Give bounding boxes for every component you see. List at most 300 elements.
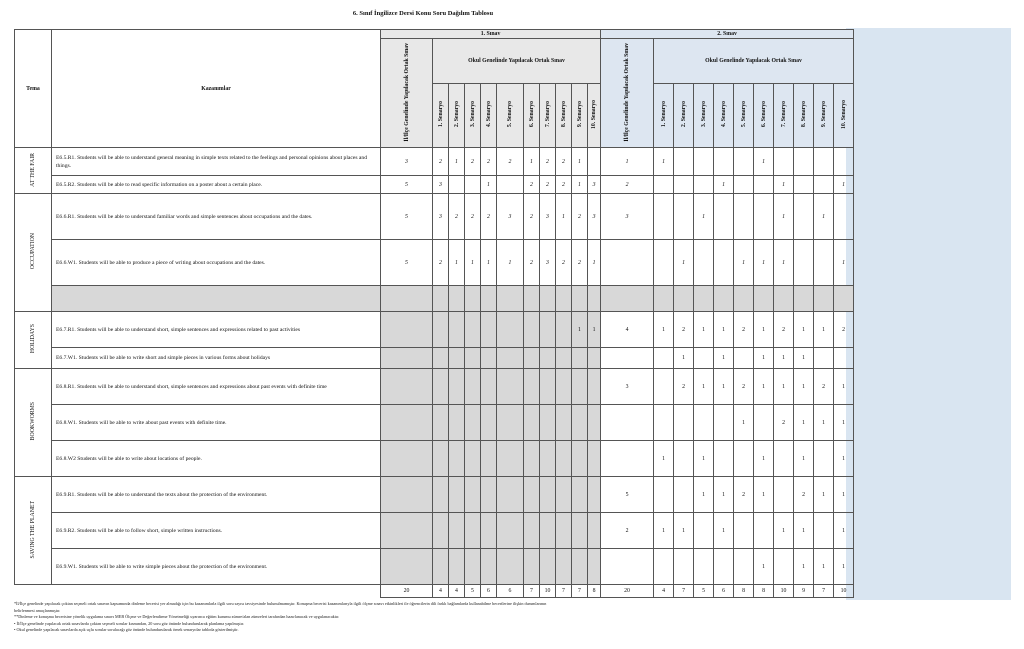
- exam1-ilce-header: İl/İlçe Genelinde Yapılacak Ortak Sınav: [381, 39, 433, 148]
- exam1-scenario-count: [540, 369, 556, 405]
- ilce1-count: [381, 405, 433, 441]
- exam2-scenario-count: 1: [754, 441, 774, 477]
- table-row: [15, 194, 854, 240]
- table-row: [15, 176, 854, 194]
- ilce2-count: [601, 405, 654, 441]
- exam2-scenario-count: [734, 513, 754, 549]
- total-exam2-scenario: 8: [754, 585, 774, 598]
- exam1-scenario-count: [465, 513, 481, 549]
- exam2-scenario-count: 1: [754, 148, 774, 176]
- total-exam1-scenario: 4: [433, 585, 449, 598]
- exam1-scenario-count: 3: [540, 240, 556, 286]
- exam2-scenario-count: [674, 176, 694, 194]
- exam1-okul-header: Okul Genelinde Yapılacak Ortak Sınav: [433, 39, 601, 84]
- exam2-scenario-count: 1: [794, 405, 814, 441]
- exam2-scenario-count: 1: [714, 513, 734, 549]
- exam1-scenario-count: 3: [540, 194, 556, 240]
- exam2-scenario-count: [674, 477, 694, 513]
- total-ilce2: 20: [601, 585, 654, 598]
- exam1-scenario-count: [449, 405, 465, 441]
- exam1-scenario-count: 2: [572, 194, 588, 240]
- exam2-scenario-count: [834, 286, 854, 312]
- exam2-scenario-count: 1: [754, 369, 774, 405]
- footnote-line: • Okul genelinde yapılacak sınavlarda açık uçlu sorular sorulacağı göz önünde bulundurularak örnek senaryolar tabloda gösterilmiştir.: [14, 627, 239, 632]
- exam2-scenario-count: [654, 194, 674, 240]
- exam1-scenario-count: [540, 513, 556, 549]
- kazanim-cell: E6.9.R1. Students will be able to understand the texts about the protection of the environment.: [52, 477, 381, 513]
- exam1-scenario-count: [465, 369, 481, 405]
- total-exam2-scenario: 7: [814, 585, 834, 598]
- kazanim-cell: E6.6.W1. Students will be able to produce a piece of writing about occupations and the dates.: [52, 240, 381, 286]
- exam1-scenario-count: [433, 513, 449, 549]
- exam1-scenario-header: 7. Senaryo: [540, 84, 556, 148]
- ilce2-count: 2: [601, 513, 654, 549]
- exam1-scenario-count: [449, 513, 465, 549]
- exam1-scenario-count: 2: [524, 194, 540, 240]
- exam1-scenario-count: [481, 477, 497, 513]
- exam2-scenario-count: 1: [774, 513, 794, 549]
- exam1-scenario-count: 2: [465, 148, 481, 176]
- ilce1-count: [381, 477, 433, 513]
- exam2-scenario-count: 2: [674, 369, 694, 405]
- exam2-scenario-count: 1: [794, 513, 814, 549]
- exam1-scenario-count: [433, 405, 449, 441]
- exam1-scenario-count: [433, 286, 449, 312]
- ilce1-count: [381, 348, 433, 369]
- exam2-scenario-count: 1: [754, 549, 774, 585]
- total-exam1-scenario: 5: [465, 585, 481, 598]
- exam2-scenario-count: [694, 405, 714, 441]
- kazanim-cell: E6.9.W1. Students will be able to write simple pieces about the protection of the environment.: [52, 549, 381, 585]
- exam2-scenario-count: [654, 240, 674, 286]
- exam2-scenario-count: 1: [814, 405, 834, 441]
- exam1-scenario-count: [481, 348, 497, 369]
- exam1-scenario-count: [540, 286, 556, 312]
- exam2-scenario-count: [834, 194, 854, 240]
- exam1-scenario-count: 1: [524, 148, 540, 176]
- exam1-scenario-count: [497, 441, 524, 477]
- exam1-scenario-header: 3. Senaryo: [465, 84, 481, 148]
- ilce2-count: 2: [601, 176, 654, 194]
- footnote-line: • İl/İlçe genelinde yapılacak ortak sınavlarda çoktan seçmeli sorular kısmından, 20 soru göz önünde bulundurularak planlama yapılmıştır.: [14, 620, 245, 626]
- exam1-scenario-count: [449, 369, 465, 405]
- exam2-scenario-count: 1: [834, 176, 854, 194]
- kazanim-cell: E6.8.W1. Students will be able to write about past events with definite time.: [52, 405, 381, 441]
- kazanim-cell: [52, 286, 381, 312]
- exam1-scenario-count: [433, 348, 449, 369]
- exam1-scenario-count: [481, 286, 497, 312]
- exam2-okul-header: Okul Genelinde Yapılacak Ortak Sınav: [654, 39, 854, 84]
- ilce1-count: 3: [381, 148, 433, 176]
- exam1-scenario-count: [497, 477, 524, 513]
- exam1-scenario-count: [540, 348, 556, 369]
- exam1-scenario-count: [540, 312, 556, 348]
- exam2-scenario-count: [654, 549, 674, 585]
- exam1-scenario-count: [524, 348, 540, 369]
- exam2-scenario-count: [814, 148, 834, 176]
- exam2-scenario-header: 5. Senaryo: [734, 84, 754, 148]
- exam1-scenario-count: [524, 549, 540, 585]
- exam1-scenario-count: 2: [524, 240, 540, 286]
- exam1-scenario-count: 3: [588, 176, 601, 194]
- exam1-scenario-count: [449, 441, 465, 477]
- exam2-scenario-count: [654, 369, 674, 405]
- side-panel: [846, 28, 1011, 600]
- exam2-scenario-count: 2: [734, 312, 754, 348]
- total-exam2-scenario: 9: [794, 585, 814, 598]
- exam1-scenario-count: [572, 549, 588, 585]
- exam2-scenario-count: [814, 240, 834, 286]
- ilce2-count: 1: [601, 148, 654, 176]
- exam1-scenario-count: [540, 441, 556, 477]
- exam1-scenario-count: [572, 513, 588, 549]
- exam1-scenario-count: [497, 348, 524, 369]
- exam2-scenario-count: [814, 176, 834, 194]
- exam1-scenario-count: 2: [524, 176, 540, 194]
- exam2-scenario-count: [794, 148, 814, 176]
- total-exam2-scenario: 8: [734, 585, 754, 598]
- exam1-scenario-count: [572, 348, 588, 369]
- exam1-scenario-count: [449, 348, 465, 369]
- footnote-line: **Dinleme ve konuşma becerisine yönelik uygulama sınavı MEB Ölçme ve Değerlendirme Yönetmeliği uyarınca eğitim kurumu zümre/alan zümreleri tarafından hazırlanacak ve uygulanacaktır.: [14, 614, 340, 619]
- footnote-line: *İl/İlçe genelinde yapılacak çoktan seçmeli ortak sınavın kapsamında dinleme becerisi yer almadığı için bu kazanımlarla ilgili soru sayısı tavsiyesinde bulunulmamıştır. Konuşma becerisi kazanımlarıyla ilgili ölçme sınavı etkinlikleri ile öğrencilerin dili farklı bağlamlarda kullanabilme becerilerine ilişkin durumlarının: [14, 601, 547, 606]
- theme-cell: OCCUPATION: [15, 194, 52, 312]
- exam2-scenario-count: 1: [774, 348, 794, 369]
- exam1-scenario-header: 9. Senaryo: [572, 84, 588, 148]
- exam2-scenario-count: 1: [674, 513, 694, 549]
- exam2-scenario-count: 2: [734, 369, 754, 405]
- exam2-scenario-count: [654, 348, 674, 369]
- exam1-scenario-count: 2: [540, 148, 556, 176]
- exam2-scenario-count: [674, 286, 694, 312]
- exam1-scenario-count: [572, 369, 588, 405]
- exam2-scenario-header: 4. Senaryo: [714, 84, 734, 148]
- exam1-scenario-count: 1: [449, 240, 465, 286]
- exam1-scenario-count: [572, 405, 588, 441]
- exam2-scenario-header: 10. Senaryo: [834, 84, 854, 148]
- exam1-scenario-count: [540, 549, 556, 585]
- exam1-scenario-count: [497, 369, 524, 405]
- exam1-scenario-count: [572, 477, 588, 513]
- exam1-scenario-count: 2: [449, 194, 465, 240]
- exam1-scenario-count: [556, 549, 572, 585]
- exam2-scenario-count: [814, 348, 834, 369]
- exam1-scenario-count: [556, 348, 572, 369]
- footnote-line: belirlenmesi amaçlanmıştır.: [14, 607, 61, 613]
- exam2-scenario-count: [714, 194, 734, 240]
- exam1-scenario-count: [588, 549, 601, 585]
- exam2-scenario-header: 1. Senaryo: [654, 84, 674, 148]
- exam2-scenario-count: [674, 194, 694, 240]
- exam1-scenario-count: [497, 312, 524, 348]
- table-row: [15, 312, 854, 348]
- exam1-scenario-count: 3: [433, 194, 449, 240]
- exam2-scenario-count: 1: [654, 312, 674, 348]
- exam1-scenario-count: [588, 286, 601, 312]
- exam2-scenario-count: 1: [714, 348, 734, 369]
- exam1-scenario-count: [449, 477, 465, 513]
- exam2-scenario-count: 1: [734, 405, 754, 441]
- ilce1-count: [381, 369, 433, 405]
- exam2-scenario-count: [734, 348, 754, 369]
- exam1-scenario-count: 1: [481, 176, 497, 194]
- exam1-header: 1. Sınav: [381, 30, 601, 39]
- exam2-header: 2. Sınav: [601, 30, 854, 39]
- exam2-scenario-count: 2: [734, 477, 754, 513]
- exam1-scenario-count: [497, 405, 524, 441]
- ilce1-count: [381, 513, 433, 549]
- exam1-scenario-count: [540, 477, 556, 513]
- ilce1-count: 5: [381, 176, 433, 194]
- exam1-scenario-count: [481, 441, 497, 477]
- exam2-scenario-count: 1: [774, 240, 794, 286]
- exam2-scenario-count: 1: [714, 477, 734, 513]
- exam2-scenario-count: [674, 441, 694, 477]
- exam2-scenario-count: [674, 549, 694, 585]
- table-row: [15, 405, 854, 441]
- exam2-scenario-count: [714, 405, 734, 441]
- exam2-scenario-count: 1: [834, 513, 854, 549]
- kazanim-cell: E6.6.R1. Students will be able to understand familiar words and simple sentences about occupations and the dates.: [52, 194, 381, 240]
- exam1-scenario-count: [433, 441, 449, 477]
- exam1-scenario-count: [449, 176, 465, 194]
- exam2-scenario-count: 1: [774, 176, 794, 194]
- total-exam1-scenario: 7: [572, 585, 588, 598]
- exam2-scenario-count: 1: [754, 477, 774, 513]
- total-exam1-scenario: 8: [588, 585, 601, 598]
- kazanim-cell: E6.9.R2. Students will be able to follow short, simple written instructions.: [52, 513, 381, 549]
- exam1-scenario-count: 1: [481, 240, 497, 286]
- exam1-scenario-count: 1: [449, 148, 465, 176]
- exam2-scenario-count: 1: [654, 513, 674, 549]
- ilce2-count: [601, 348, 654, 369]
- exam2-scenario-count: [754, 405, 774, 441]
- kazanim-cell: E6.8.R1. Students will be able to understand short, simple sentences and expressions about past events with definite time: [52, 369, 381, 405]
- table-row: [15, 477, 854, 513]
- exam1-scenario-count: 2: [433, 148, 449, 176]
- tema-header: Tema: [15, 30, 52, 148]
- total-exam1-scenario: 7: [524, 585, 540, 598]
- exam2-scenario-count: [774, 477, 794, 513]
- total-exam2-scenario: 7: [674, 585, 694, 598]
- total-exam2-scenario: 5: [694, 585, 714, 598]
- exam2-scenario-count: 1: [794, 549, 814, 585]
- exam2-scenario-count: 2: [774, 405, 794, 441]
- exam2-scenario-header: 7. Senaryo: [774, 84, 794, 148]
- ilce2-count: [601, 286, 654, 312]
- exam1-scenario-count: [433, 369, 449, 405]
- exam2-scenario-count: [834, 348, 854, 369]
- exam2-scenario-count: [794, 176, 814, 194]
- exam2-scenario-count: 1: [794, 312, 814, 348]
- exam1-scenario-count: 2: [433, 240, 449, 286]
- exam1-scenario-count: 2: [556, 240, 572, 286]
- exam1-scenario-count: [588, 405, 601, 441]
- exam1-scenario-count: [433, 549, 449, 585]
- exam1-scenario-count: [556, 312, 572, 348]
- exam1-scenario-count: [588, 513, 601, 549]
- exam2-scenario-count: [694, 348, 714, 369]
- exam1-scenario-count: 1: [465, 240, 481, 286]
- exam2-scenario-count: [654, 286, 674, 312]
- exam1-scenario-count: [433, 312, 449, 348]
- exam2-scenario-count: 1: [734, 240, 754, 286]
- exam2-scenario-count: [814, 513, 834, 549]
- exam1-scenario-count: [524, 477, 540, 513]
- total-exam2-scenario: 10: [774, 585, 794, 598]
- theme-cell: SAVING THE PLANET: [15, 477, 52, 585]
- ilce2-count: [601, 549, 654, 585]
- exam1-scenario-count: 2: [556, 148, 572, 176]
- exam2-scenario-count: [694, 148, 714, 176]
- exam1-scenario-count: [556, 369, 572, 405]
- ilce1-count: [381, 441, 433, 477]
- ilce1-count: 5: [381, 194, 433, 240]
- exam1-scenario-count: [524, 312, 540, 348]
- exam1-scenario-header: 1. Senaryo: [433, 84, 449, 148]
- exam2-scenario-count: [774, 148, 794, 176]
- exam2-scenario-count: [754, 286, 774, 312]
- exam1-scenario-count: 1: [497, 240, 524, 286]
- exam2-scenario-count: [694, 513, 714, 549]
- totals-spacer: [15, 585, 381, 598]
- table-row: [15, 513, 854, 549]
- total-exam1-scenario: 7: [556, 585, 572, 598]
- exam2-scenario-count: [654, 405, 674, 441]
- exam2-scenario-count: [834, 148, 854, 176]
- table-row: [15, 286, 854, 312]
- exam1-scenario-count: [497, 176, 524, 194]
- exam2-scenario-count: 1: [694, 194, 714, 240]
- exam2-scenario-count: [774, 549, 794, 585]
- exam1-scenario-count: [481, 312, 497, 348]
- exam1-scenario-count: 2: [481, 148, 497, 176]
- theme-cell: AT THE FAIR: [15, 148, 52, 194]
- exam1-scenario-count: [572, 441, 588, 477]
- exam2-scenario-count: [794, 240, 814, 286]
- exam1-scenario-count: [524, 513, 540, 549]
- exam2-scenario-count: 2: [794, 477, 814, 513]
- exam2-scenario-count: 1: [754, 312, 774, 348]
- table-row: [15, 240, 854, 286]
- exam1-scenario-count: [524, 405, 540, 441]
- exam1-scenario-count: [524, 441, 540, 477]
- ilce2-count: 3: [601, 194, 654, 240]
- theme-cell: HOLIDAYS: [15, 312, 52, 369]
- exam2-scenario-count: [754, 513, 774, 549]
- exam1-scenario-count: 3: [497, 194, 524, 240]
- exam2-scenario-count: 1: [694, 312, 714, 348]
- exam2-scenario-count: [694, 176, 714, 194]
- exam1-scenario-count: [465, 549, 481, 585]
- exam1-scenario-count: 3: [588, 194, 601, 240]
- total-exam1-scenario: 10: [540, 585, 556, 598]
- exam2-scenario-count: [794, 194, 814, 240]
- exam1-scenario-count: [465, 286, 481, 312]
- exam1-scenario-header: 4. Senaryo: [481, 84, 497, 148]
- exam1-scenario-header: 5. Senaryo: [497, 84, 524, 148]
- exam1-scenario-count: 1: [588, 312, 601, 348]
- exam2-scenario-count: 1: [794, 441, 814, 477]
- exam2-scenario-count: 1: [714, 369, 734, 405]
- table-row: [15, 369, 854, 405]
- footnotes: [14, 601, 844, 634]
- exam1-scenario-header: 6. Senaryo: [524, 84, 540, 148]
- exam1-scenario-count: [588, 348, 601, 369]
- exam1-scenario-count: 2: [465, 194, 481, 240]
- total-exam2-scenario: 6: [714, 585, 734, 598]
- exam1-scenario-count: [465, 441, 481, 477]
- ilce2-count: 5: [601, 477, 654, 513]
- exam1-scenario-count: [524, 369, 540, 405]
- exam1-scenario-count: [556, 477, 572, 513]
- exam2-scenario-count: [654, 477, 674, 513]
- ilce2-count: [601, 240, 654, 286]
- exam2-ilce-header: İl/İlçe Genelinde Yapılacak Ortak Sınav: [601, 39, 654, 148]
- ilce1-count: [381, 312, 433, 348]
- exam1-scenario-count: [481, 513, 497, 549]
- exam2-scenario-count: 1: [774, 369, 794, 405]
- exam2-scenario-count: 1: [774, 194, 794, 240]
- exam2-scenario-count: [694, 286, 714, 312]
- exam1-scenario-count: [465, 348, 481, 369]
- exam2-scenario-count: 1: [834, 477, 854, 513]
- exam1-scenario-count: [588, 441, 601, 477]
- exam1-scenario-count: 3: [433, 176, 449, 194]
- ilce2-count: 3: [601, 369, 654, 405]
- exam2-scenario-count: [794, 286, 814, 312]
- exam2-scenario-count: 1: [814, 194, 834, 240]
- exam1-scenario-count: 2: [497, 148, 524, 176]
- exam1-scenario-count: [497, 513, 524, 549]
- exam2-scenario-count: [674, 148, 694, 176]
- table-row: [15, 549, 854, 585]
- kazanim-cell: E6.8.W2 Students will be able to write about locations of people.: [52, 441, 381, 477]
- exam2-scenario-count: 1: [834, 405, 854, 441]
- exam1-scenario-count: 2: [556, 176, 572, 194]
- exam2-scenario-count: 1: [674, 348, 694, 369]
- exam1-scenario-count: [588, 369, 601, 405]
- exam2-scenario-count: [754, 194, 774, 240]
- exam1-scenario-count: [524, 286, 540, 312]
- exam1-scenario-count: 1: [572, 176, 588, 194]
- table-row: [15, 148, 854, 176]
- exam2-scenario-count: [714, 148, 734, 176]
- exam2-scenario-count: [694, 549, 714, 585]
- exam1-scenario-count: [556, 405, 572, 441]
- exam2-scenario-count: 1: [794, 369, 814, 405]
- exam1-scenario-count: [481, 549, 497, 585]
- exam2-scenario-count: 2: [774, 312, 794, 348]
- exam2-scenario-count: [734, 148, 754, 176]
- exam2-scenario-count: 1: [654, 441, 674, 477]
- exam2-scenario-count: 1: [694, 477, 714, 513]
- exam2-scenario-count: 1: [694, 369, 714, 405]
- exam1-scenario-count: 1: [572, 312, 588, 348]
- table-row: [15, 441, 854, 477]
- total-exam2-scenario: 4: [654, 585, 674, 598]
- ilce1-count: [381, 286, 433, 312]
- exam2-scenario-count: [714, 549, 734, 585]
- exam2-scenario-count: 1: [834, 549, 854, 585]
- kazanim-cell: E6.7.W1. Students will be able to write short and simple pieces in various forms about holidays: [52, 348, 381, 369]
- exam1-scenario-header: 8. Senaryo: [556, 84, 572, 148]
- exam2-scenario-count: 2: [674, 312, 694, 348]
- exam1-scenario-count: [433, 477, 449, 513]
- exam1-scenario-count: [556, 441, 572, 477]
- exam2-scenario-count: [734, 176, 754, 194]
- ilce1-count: 5: [381, 240, 433, 286]
